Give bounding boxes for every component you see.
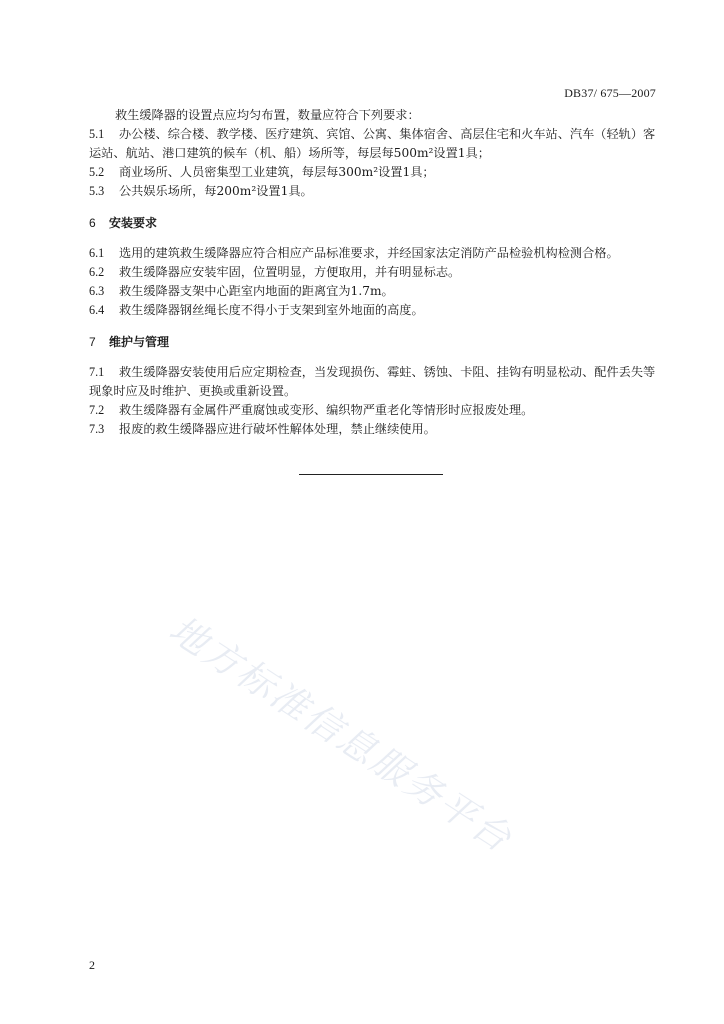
page-number: 2: [89, 958, 95, 972]
clause-6-1: [89, 244, 659, 263]
section-number: 7: [89, 335, 96, 349]
clause-6-4: [89, 301, 659, 320]
clause-text: 救生缓降器钢丝绳长度不得小于支架到室外地面的高度。: [119, 303, 424, 317]
clause-text: 救生缓降器支架中心距室内地面的距离宜为1.7m。: [119, 284, 394, 298]
section-5-intro: 救生缓降器的设置点应均匀布置，数量应符合下列要求：: [115, 108, 420, 122]
clause-text: 救生缓降器应安装牢固，位置明显，方便取用，并有明显标志。: [119, 265, 461, 279]
clause-text: 商业场所、人员密集型工业建筑，每层每300m²设置1具；: [119, 165, 435, 179]
clause-text: 选用的建筑救生缓降器应符合相应产品标准要求，并经国家法定消防产品检验机构检测合格。: [119, 246, 619, 260]
section-title: 维护与管理: [109, 335, 170, 349]
clause-number: 6.4: [89, 303, 105, 317]
clause-number: 6.2: [89, 265, 105, 279]
clause-number: 5.3: [89, 184, 105, 198]
watermark: 地方标准信息服务平台: [161, 607, 521, 862]
clause-number: 7.2: [89, 403, 105, 417]
clause-7-2: [89, 401, 659, 420]
section-title: 安装要求: [109, 216, 158, 230]
clause-text: 救生缓降器安装使用后应定期检查，当发现损伤、霉蛀、锈蚀、卡阻、挂钩有明显松动、配件丢失等现象时应及时维护、更换或重新设置。: [89, 365, 656, 398]
clause-5-3: [89, 182, 659, 201]
clause-number: 5.1: [89, 127, 105, 141]
clause-text: 公共娱乐场所，每200m²设置1具。: [119, 184, 313, 198]
document-code: DB37/ 675—2007: [564, 86, 656, 100]
clause-number: 6.1: [89, 246, 105, 260]
section-7-heading: [89, 333, 659, 352]
clause-number: 7.3: [89, 422, 105, 436]
clause-7-1: [89, 363, 659, 401]
section-6-heading: [89, 214, 659, 233]
document-body: [89, 106, 659, 439]
clause-text: 办公楼、综合楼、教学楼、医疗建筑、宾馆、公寓、集体宿舍、高层住宅和火车站、汽车（轻轨）客运站、航站、港口建筑的候车（机、船）场所等，每层每500m²设置1具；: [89, 127, 656, 160]
clause-text: 报废的救生缓降器应进行破坏性解体处理，禁止继续使用。: [119, 422, 436, 436]
clause-number: 5.2: [89, 165, 105, 179]
clause-5-2: [89, 163, 659, 182]
end-divider: [299, 474, 443, 475]
clause-7-3: [89, 420, 659, 439]
clause-5-1: [89, 125, 659, 163]
section-number: 6: [89, 216, 96, 230]
clause-number: 6.3: [89, 284, 105, 298]
clause-6-3: [89, 282, 659, 301]
clause-number: 7.1: [89, 365, 105, 379]
clause-text: 救生缓降器有金属件严重腐蚀或变形、编织物严重老化等情形时应报废处理。: [119, 403, 534, 417]
clause-6-2: [89, 263, 659, 282]
